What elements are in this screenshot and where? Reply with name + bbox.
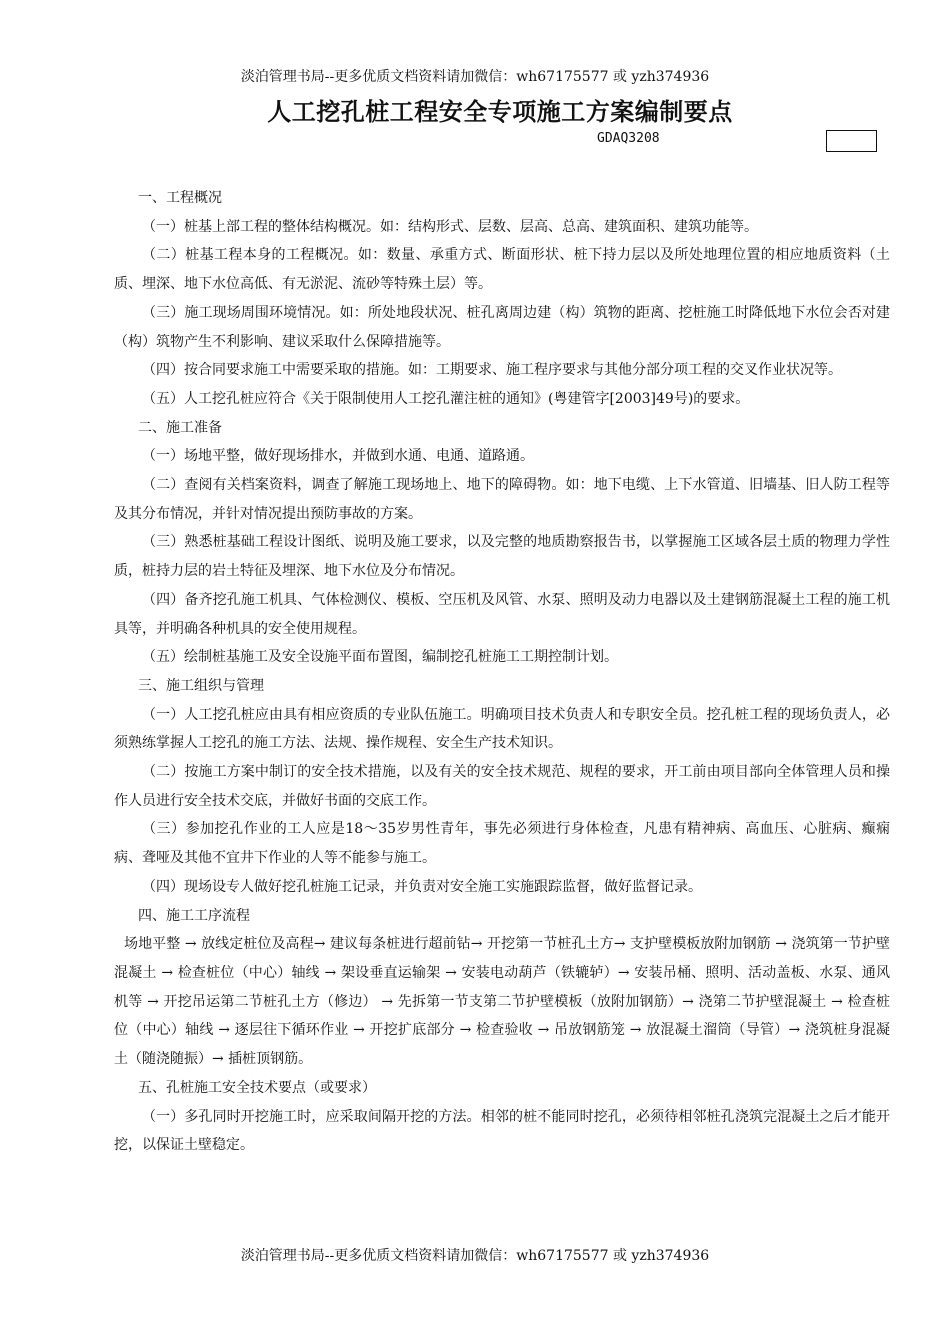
- document-body: [114, 184, 890, 1160]
- paragraph: （三）施工现场周围环境情况。如：所处地段状况、桩孔离周边建（构）筑物的距离、挖桩施工时降低地下水位会否对建（构）筑物产生不利影响、建议采取什么保障措施等。: [114, 304, 890, 350]
- paragraph: （二）查阅有关档案资料，调查了解施工现场地上、地下的障碍物。如：地下电缆、上下水管道、旧墙基、旧人防工程等及其分布情况，并针对情况提出预防事故的方案。: [114, 477, 890, 522]
- paragraph: （四）备齐挖孔施工机具、气体检测仪、模板、空压机及风管、水泵、照明及动力电器以及土建钢筋混凝土工程的施工机具等，并明确各种机具的安全使用规程。: [114, 591, 890, 637]
- paragraph: （二）桩基工程本身的工程概况。如：数量、承重方式、断面形状、桩下持力层以及所处地理位置的相应地质资料（土质、埋深、地下水位高低、有无淤泥、流砂等特殊土层）等。: [114, 247, 890, 293]
- paragraph: （三）熟悉桩基础工程设计图纸、说明及施工要求，以及完整的地质勘察报告书，以掌握施工区域各层土质的物理力学性质，桩持力层的岩土特征及埋深、地下水位及分布情况。: [114, 534, 890, 580]
- paragraph: （三）参加挖孔作业的工人应是18～35岁男性青年，事先必须进行身体检查，凡患有精神病、高血压、心脏病、癫痫病、聋哑及其他不宜井下作业的人等不能参与施工。: [114, 821, 890, 867]
- paragraph: （二）按施工方案中制订的安全技术措施，以及有关的安全技术规范、规程的要求，开工前由项目部向全体管理人员和操作人员进行安全技术交底，并做好书面的交底工作。: [114, 764, 890, 809]
- paragraph: （一）场地平整，做好现场排水，并做到水通、电通、道路通。: [142, 448, 534, 465]
- document-code: GDAQ3208: [597, 131, 660, 146]
- paragraph: （一）桩基上部工程的整体结构概况。如：结构形式、层数、层高、总高、建筑面积、建筑功能等。: [142, 218, 758, 235]
- section-heading-3: 三、施工组织与管理: [138, 677, 264, 694]
- section-heading-1: 一、工程概况: [138, 190, 222, 206]
- paragraph: （一）人工挖孔桩应由具有相应资质的专业队伍施工。明确项目技术负责人和专职安全员。挖孔桩工程的现场负责人，必须熟练掌握人工挖孔的施工方法、法规、操作规程、安全生产技术知识。: [114, 706, 890, 752]
- document-title: 人工挖孔桩工程安全专项施工方案编制要点: [267, 98, 733, 126]
- paragraph: （四）按合同要求施工中需要采取的措施。如：工期要求、施工程序要求与其他分部分项工程的交叉作业状况等。: [142, 362, 842, 379]
- paragraph: （五）绘制桩基施工及安全设施平面布置图，编制挖孔桩施工工期控制计划。: [142, 649, 618, 666]
- paragraph: （五）人工挖孔桩应符合《关于限制使用人工挖孔灌注桩的通知》(粤建管字[2003]49号)的要求。: [142, 390, 750, 407]
- process-flow-text: 场地平整 → 放线定桩位及高程→ 建议每条桩进行超前钻→ 开挖第一节桩孔土方→ 支护壁模板放附加钢筋 → 浇筑第一节护壁混凝土 → 检查桩位（中心）轴线 → 架设垂直运输架 → 安装电动葫芦（铁辘轳）→ 安装吊桶、照明、活动盖板、水泵、通风机等 → 开挖吊运第二节桩孔土方（修边） → 先拆第一节支第二节护壁模板（放附加钢筋）→ 浇第二节护壁混凝土 → 检查桩位（中心）轴线 → 逐层往下循环作业 → 开挖扩底部分 → 检查验收 → 吊放钢筋笼 → 放混凝土溜筒（导管）→ 浇筑桩身混凝土（随浇随振）→ 插桩顶钢筋。: [114, 936, 890, 1068]
- section-heading-2: 二、施工准备: [138, 419, 222, 436]
- section-heading-5: 五、孔桩施工安全技术要点（或要求）: [138, 1079, 376, 1096]
- footer-watermark-note: 淡泊管理书局--更多优质文档资料请加微信：wh67175577 或 yzh374936: [240, 1248, 710, 1264]
- code-box: [826, 130, 877, 152]
- paragraph: （一）多孔同时开挖施工时，应采取间隔开挖的方法。相邻的桩不能同时挖孔，必须待相邻桩孔浇筑完混凝土之后才能开挖，以保证土壁稳定。: [114, 1108, 890, 1154]
- header-watermark-note: 淡泊管理书局--更多优质文档资料请加微信：wh67175577 或 yzh374936: [240, 69, 710, 85]
- section-heading-4: 四、施工工序流程: [138, 907, 250, 924]
- paragraph: （四）现场设专人做好挖孔桩施工记录，并负责对安全施工实施跟踪监督，做好监督记录。: [142, 878, 702, 895]
